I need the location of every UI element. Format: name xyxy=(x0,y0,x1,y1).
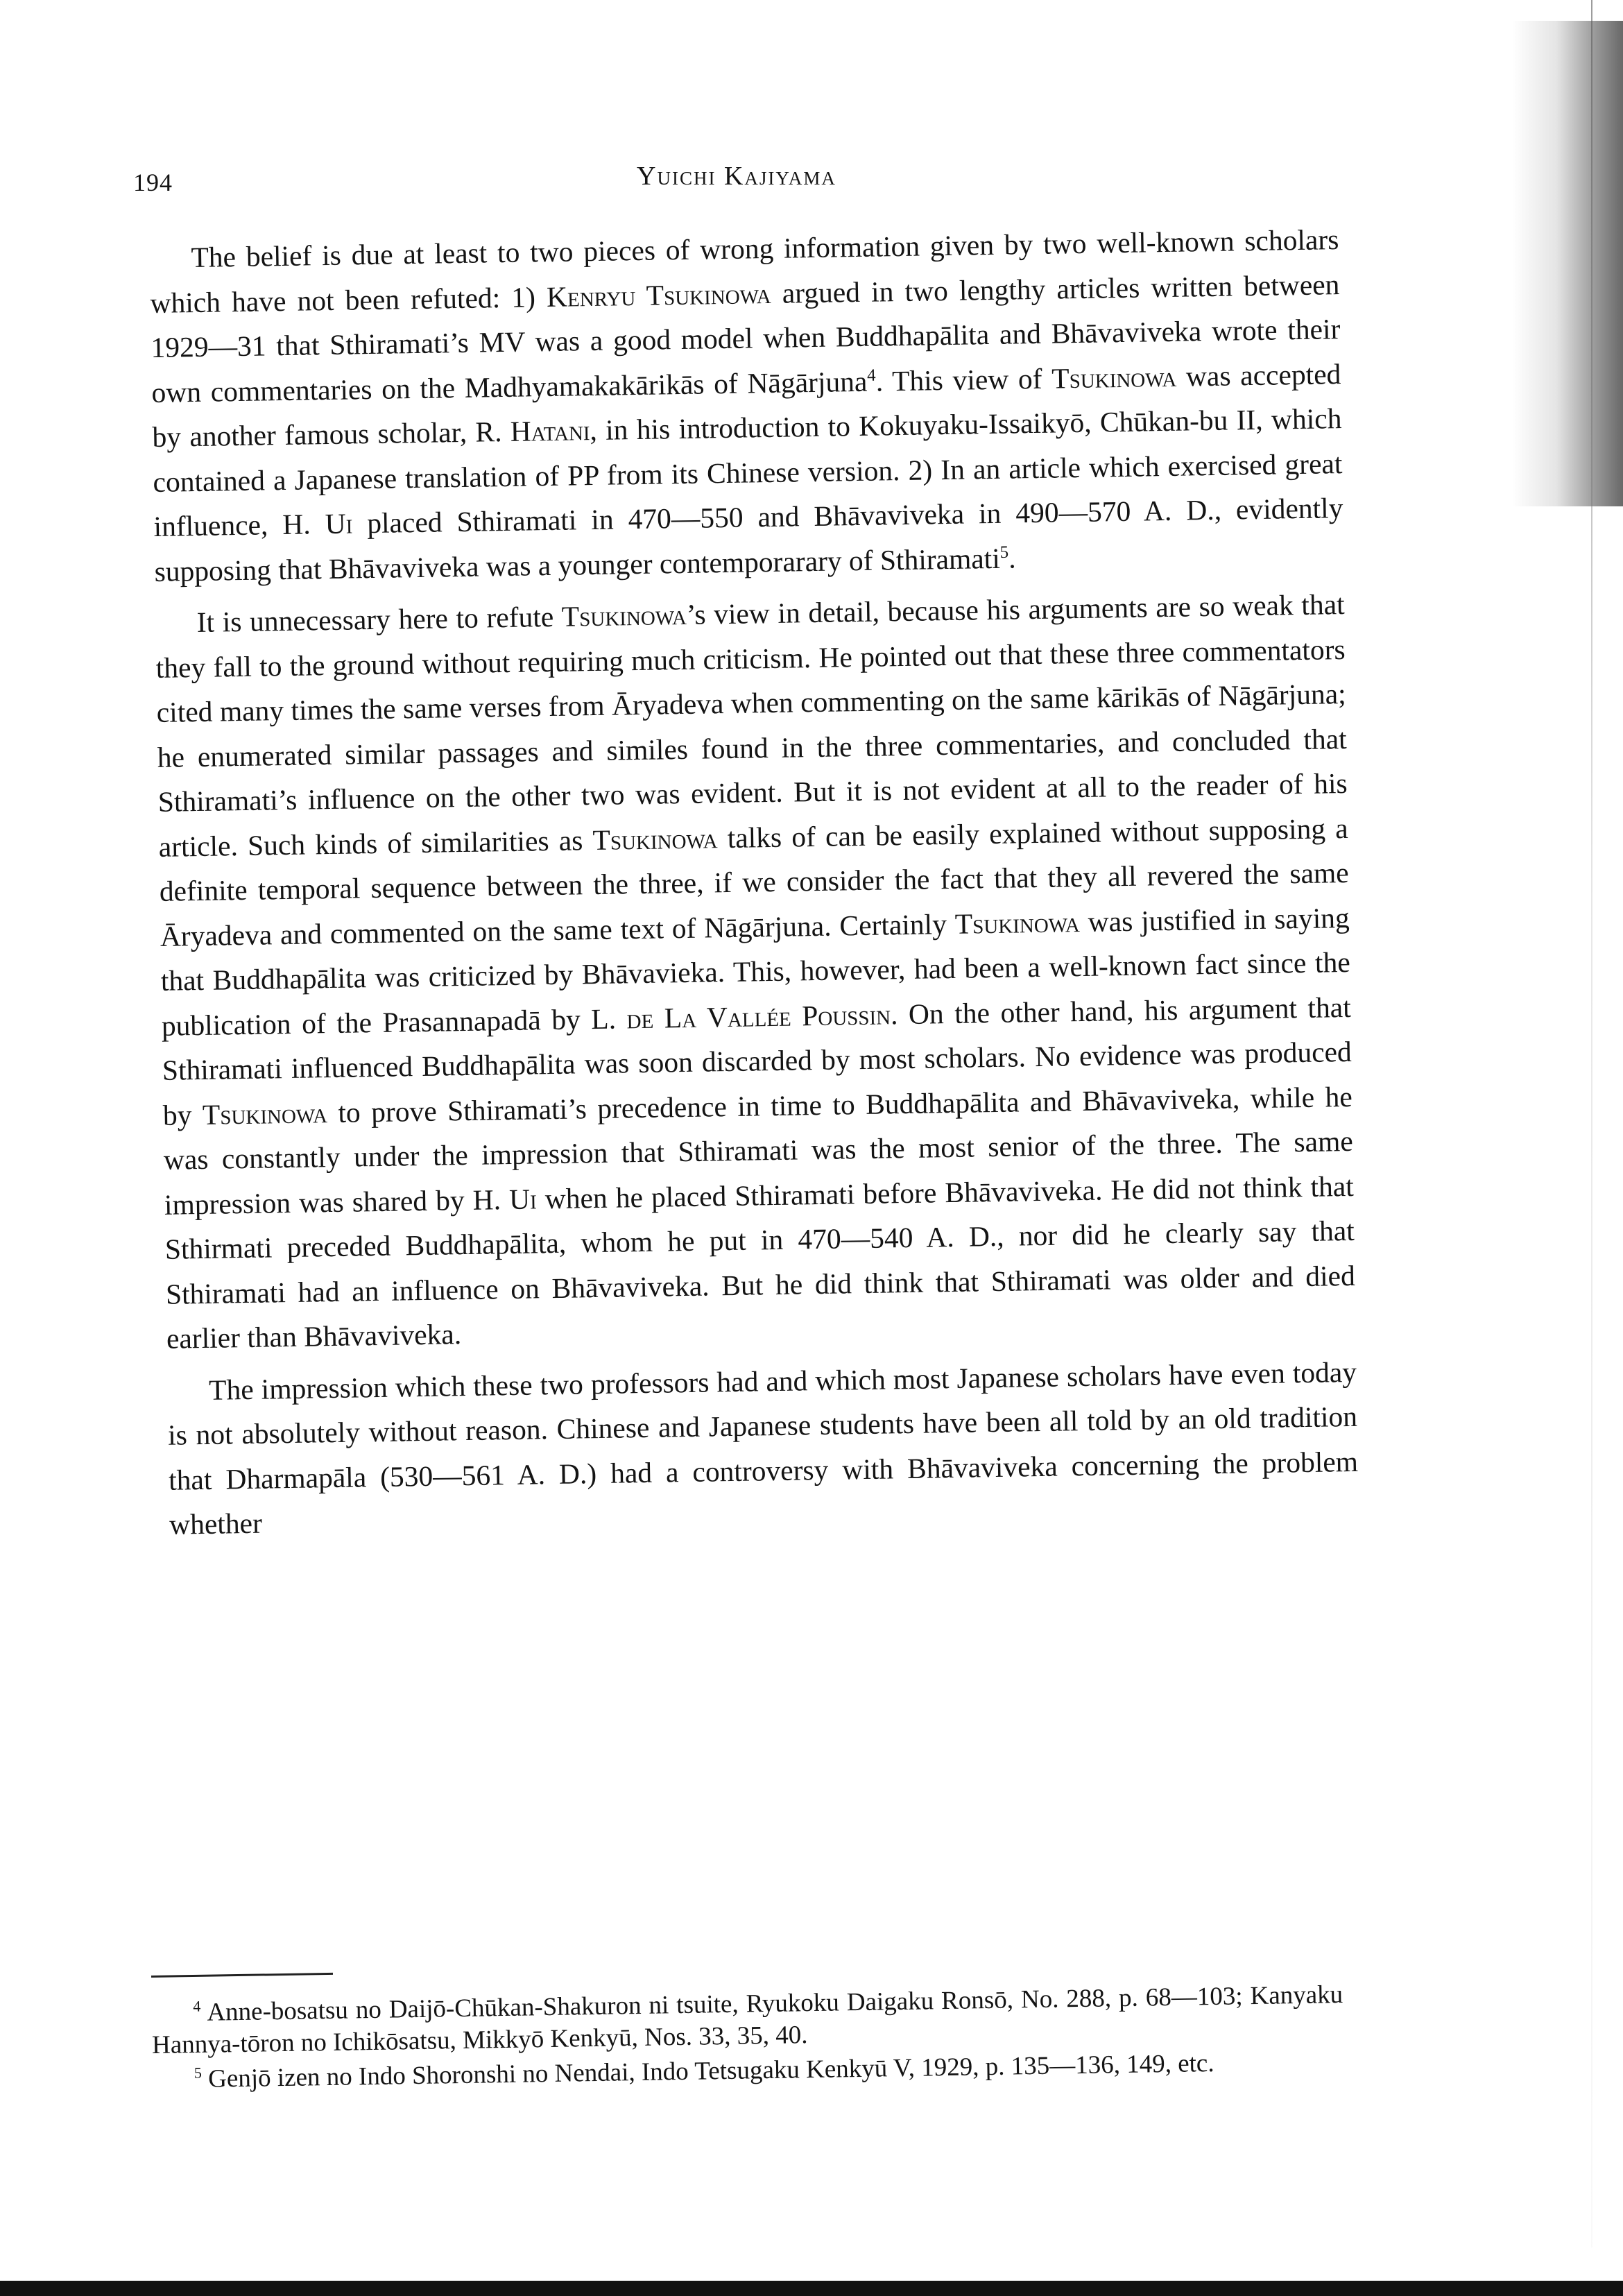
text-segment: The impression which these two professors had and which most Japanese scholars have even today is not absolutely without reason. Chinese and Japanese students have been all told by an old tradition that Dharmapāla (530—561 A. D.) had a controversy with Bhāvaviveka concerning the problem whether xyxy=(167,1355,1359,1541)
text-segment: placed Sthiramati in 470—550 and Bhāvaviveka in 490—570 A. D., evidently supposing that Bhāvaviveka was a younger contemporarary of Sthiramati xyxy=(154,492,1343,588)
paragraph xyxy=(149,217,1344,594)
text-segment: . xyxy=(1008,541,1016,574)
footnote-marker: 4 xyxy=(193,1997,201,2015)
text-segment: to prove Sthiramati’s precedence in time to Buddhapālita and Bhāvaviveka, while he was constantly under the impression that Sthiramati was the most senior of the three. The same impression was shared by H. xyxy=(163,1080,1354,1221)
text-segment: The belief is due at least to two pieces of wrong information given by two well-known scholars which have not been refuted: 1) xyxy=(150,223,1339,319)
author-name: de La Vallée Poussin xyxy=(626,997,891,1034)
running-head: Yuichi Kajiyama xyxy=(637,162,836,191)
footnote-ref: 4 xyxy=(866,366,876,385)
body-text xyxy=(149,217,1359,1554)
scan-bottom-border xyxy=(0,2281,1623,2296)
footnote-marker: 5 xyxy=(194,2064,202,2082)
footnote-text: Anne-bosatsu no Daijō-Chūkan-Shakuron ni tsuite, Ryukoku Daigaku Ronsō, No. 288, p. 68—103; Kanyaku Hannya-tōron no Ichikōsatsu, Mikkyō Kenkyū, Nos. 33, 35, 40. xyxy=(151,1980,1343,2059)
author-name: Hatani xyxy=(510,414,590,447)
text-segment: ’s view in detail, because his arguments are so weak that they fall to the ground without requiring much criticism. He pointed out that these three commentators cited many times the same verses from Āryadeva when commenting on the same kārikās of Nāgārjuna; he enumerated similar passages and similes found in the three commentaries, and concluded that Sthiramati’s influence on the other two was evident. But it is not evident at all to the reader of his article. Such kinds of similarities as xyxy=(155,588,1348,863)
paragraph xyxy=(167,1349,1359,1547)
author-name: Tsukinowa xyxy=(1051,360,1177,395)
text-segment: argued in two lengthy articles written between 1929—31 that Sthiramati’s MV was a good model when Buddhapālita and Bhāvaviveka wrote their own commentaries on the Madhyamakakārikās of Nāgārjuna xyxy=(151,268,1341,409)
footnotes xyxy=(151,1979,1344,2099)
text-segment: . This view of xyxy=(875,362,1052,397)
text-segment: when he placed Sthiramati before Bhāvaviveka. He did not think that Sthirmati preceded Buddhapālita, whom he put in 470—540 A. D., nor did he clearly say that Sthiramati had an influence on Bhāvaviveka. But he did think that Sthiramati was older and died earlier than Bhāvaviveka. xyxy=(164,1170,1356,1355)
text-segment: was justified in saying that Buddhapālita was criticized by Bhāvavieka. This, however, had been a well-known fact since the publication of the Prasannapadā by L. xyxy=(160,901,1351,1042)
text-segment: was accepted by another famous scholar, R. xyxy=(152,357,1341,453)
text-segment: It is unnecessary here to refute xyxy=(196,600,563,638)
page-number: 194 xyxy=(133,169,173,196)
page-header xyxy=(133,160,1340,208)
author-name: Kenryu Tsukinowa xyxy=(546,277,772,313)
author-name: Tsukinowa xyxy=(592,821,718,856)
author-name: Ui xyxy=(325,507,353,540)
paragraph xyxy=(155,582,1356,1361)
footnote-ref: 5 xyxy=(999,542,1009,562)
footnote-text: Genjō izen no Indo Shoronshi no Nendai, Indo Tetsugaku Kenkyū V, 1929, p. 135—136, 149, etc. xyxy=(201,2048,1214,2093)
footnote-rule xyxy=(151,1973,333,1978)
author-name: Tsukinowa xyxy=(954,905,1081,940)
page-edge-line xyxy=(1591,0,1592,2247)
text-segment: talks of can be easily explained without supposing a definite temporal sequence between the three, if we consider the fact that they all revered the same Āryadeva and commented on the same text of Nāgārjuna. Certainly xyxy=(159,812,1349,952)
text-segment: , in his introduction to Kokuyaku-Issaikyō, Chūkan-bu II, which contained a Japanese translation of PP from its Chinese version. 2) In an article which exercised great influence, H. xyxy=(153,402,1343,542)
page-edge-shadow xyxy=(1512,21,1623,506)
author-name: Ui xyxy=(508,1182,538,1215)
text-segment: . On the other hand, his argument that Sthiramati influenced Buddhapālita was soon discarded by most scholars. No evidence was produced by xyxy=(162,991,1352,1131)
author-name: Tsukinowa xyxy=(202,1096,328,1131)
author-name: Tsukinowa xyxy=(561,598,687,633)
